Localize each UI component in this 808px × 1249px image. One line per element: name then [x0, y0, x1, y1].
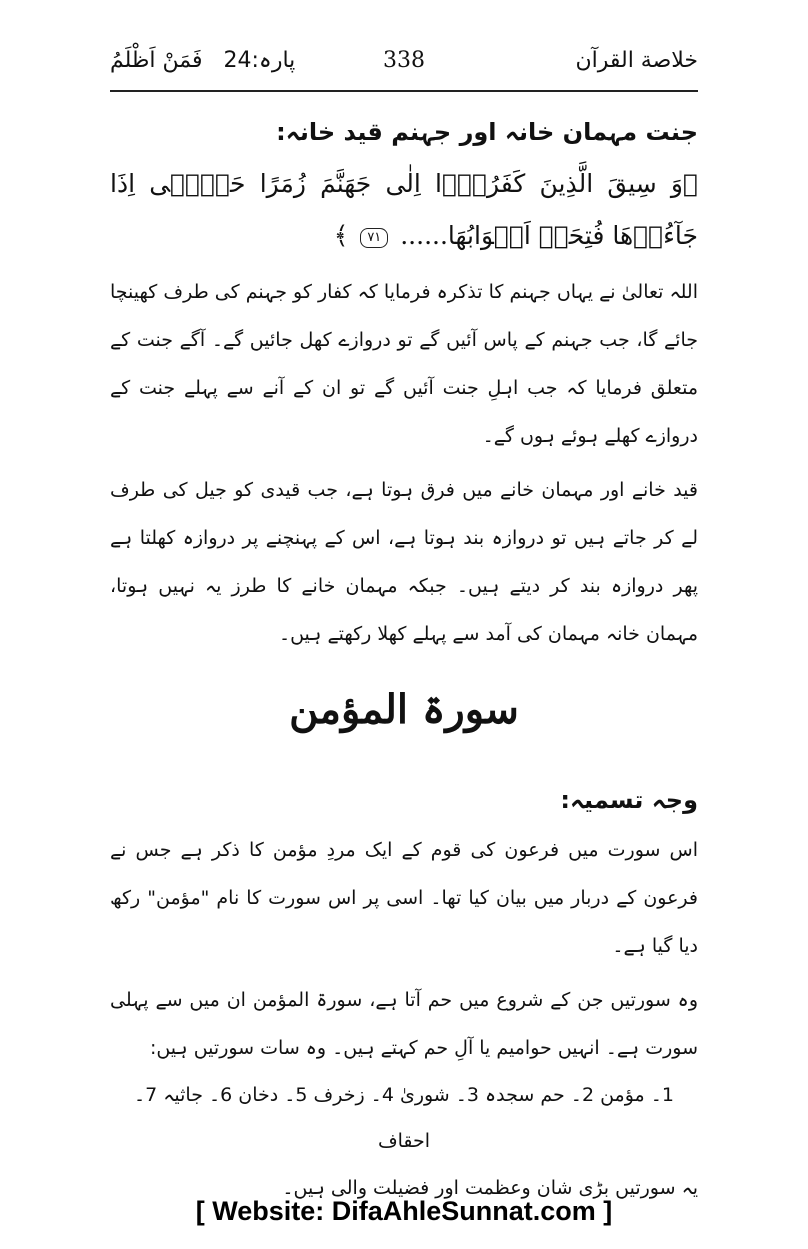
- page-number: 338: [383, 48, 425, 73]
- paragraph-1: اللہ تعالیٰ نے یہاں جہنم کا تذکرہ فرمایا کہ کفار کو جہنم کی طرف کھینچا جائے گا، جب جہنم کے پاس آئیں گے تو دروازے کھل جائیں گے۔ آگے جنت کے متعلق فرمایا کہ جب اہلِ جنت آئیں گے تو ان کے آنے سے پہلے جنت کے دروازے کھلے ہوئے ہوں گے۔: [110, 281, 698, 447]
- surah-list: 1۔ مؤمن 2۔ حم سجدہ 3۔ شوریٰ 4۔ زخرف 5۔ دخان 6۔ جاثیہ 7۔ احقاف: [134, 1084, 674, 1152]
- paragraph-5: یہ سورتیں بڑی شان وعظمت اور فضیلت والی ہیں۔: [282, 1177, 698, 1199]
- paragraph-3: اس سورت میں فرعون کی قوم کے ایک مردِ مؤمن کا ذکر ہے جس نے فرعون کے دربار میں بیان کیا تھا۔ اسی پر اس سورت کا نام "مؤمن" رکھ دیا گیا ہے۔: [110, 839, 698, 957]
- paragraph-4: وہ سورتیں جن کے شروع میں حم آتا ہے، سورۃ المؤمن ان میں سے پہلی سورت ہے۔ انہیں حوامیم یا آلِ حم کہتے ہیں۔ وہ سات سورتیں ہیں:: [110, 989, 698, 1059]
- website-footer: [ Website: DifaAhleSunnat.com ]: [195, 1196, 613, 1226]
- page-header: [110, 40, 698, 92]
- section-heading-wajh-tasmiya: وجہ تسمیہ:: [560, 786, 698, 814]
- para-info: [110, 48, 295, 73]
- paragraph-2: قید خانے اور مہمان خانے میں فرق ہوتا ہے، جب قیدی کو جیل کی طرف لے کر جاتے ہیں تو دروازہ بند ہوتا ہے، اس کے پہنچنے پر دروازہ کھلتا ہے پھر دروازہ بند کر دیتے ہیں۔ جبکہ مہمان خانے کا طرز یہ نہیں ہوتا، مہمان خانہ مہمان کی آمد سے پہلے کھلا رکھتے ہیں۔: [110, 479, 698, 645]
- book-title: خلاصة القرآن: [575, 48, 698, 73]
- page-content: [110, 98, 698, 1212]
- verse-text: ﴿وَ سِیقَ الَّذِینَ کَفَرُوۡۤا اِلٰی جَھَنَّمَ زُمَرًا حَتّٰۤی اِذَا جَآءُوۡھَا فُتِحَتۡ اَبۡوَابُھَا......: [110, 169, 698, 250]
- surah-title: سورۃ المؤمن: [289, 686, 519, 733]
- quran-verse: [110, 158, 698, 262]
- para-name: فَمَنْ اَظْلَمُ: [110, 48, 203, 73]
- verse-number: ۷۱: [360, 228, 388, 248]
- verse-close-bracket: ﴾: [333, 221, 349, 250]
- section-heading-jannat: جنت مہمان خانہ اور جہنم قید خانہ:: [276, 118, 698, 146]
- para-number: پارہ:24: [223, 48, 296, 73]
